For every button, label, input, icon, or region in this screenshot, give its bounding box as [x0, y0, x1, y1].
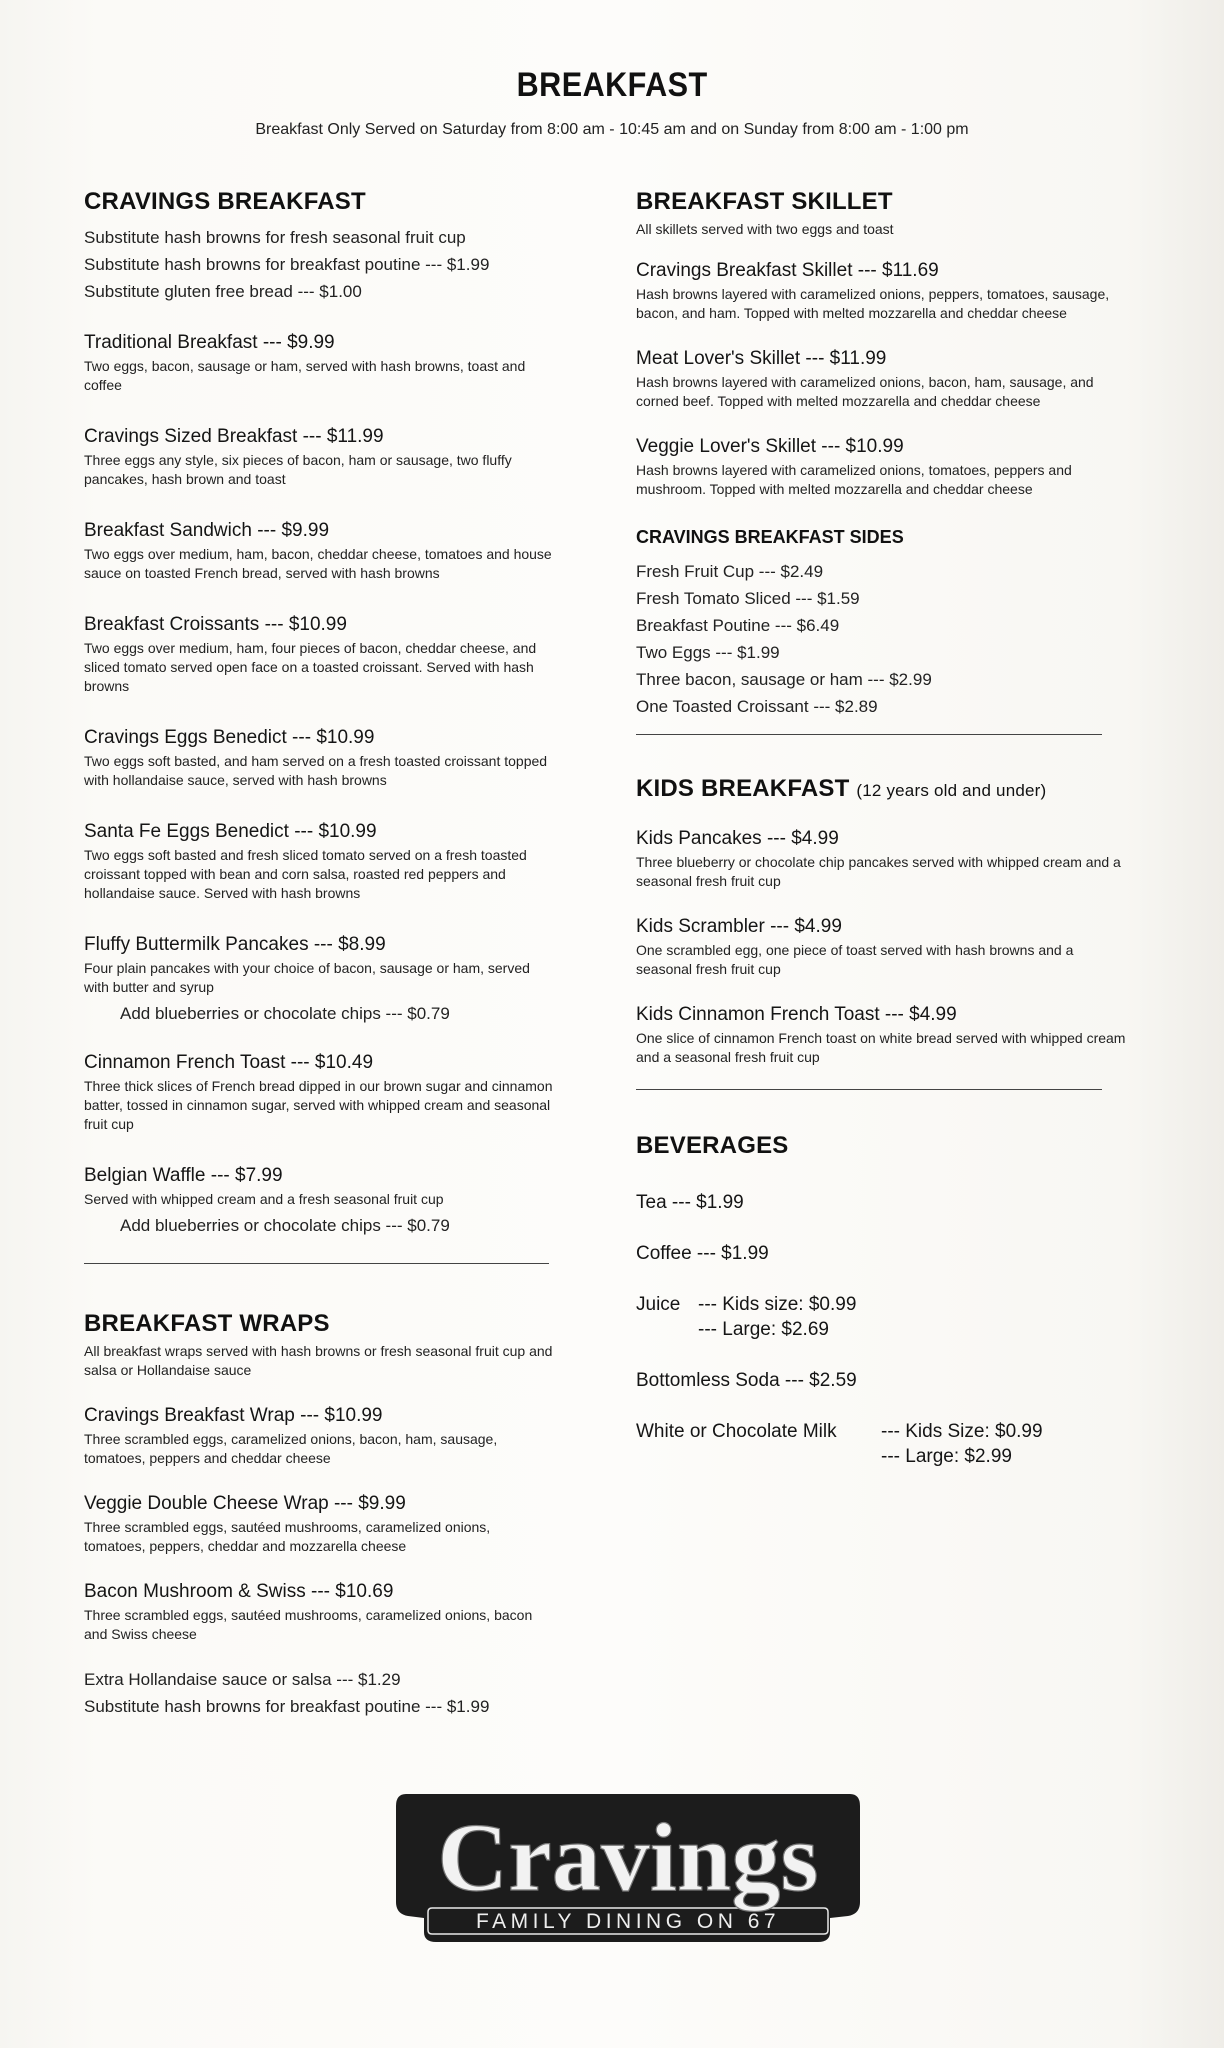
menu-item	[84, 820, 554, 903]
item-description: Hash browns layered with caramelized onions, peppers, tomatoes, sausage, bacon, and ham. Topped with melted mozzarella and cheddar cheese	[636, 286, 1110, 321]
divider	[84, 1263, 549, 1264]
logo-wordmark: Cravings	[437, 1804, 819, 1912]
beverage-label: White or Chocolate Milk	[636, 1421, 837, 1442]
menu-item	[84, 425, 554, 489]
menu-item	[636, 915, 1126, 979]
menu-item	[84, 613, 554, 696]
extra-option: Substitute hash browns for breakfast poutine --- $1.99	[84, 1697, 490, 1716]
service-hours: Breakfast Only Served on Saturday from 8:00 am - 10:45 am and on Sunday from 8:00 am - 1:00 pm	[255, 121, 969, 138]
item-name: Veggie Lover's Skillet --- $10.99	[636, 436, 904, 457]
menu-item	[636, 259, 1126, 323]
item-name: Bacon Mushroom & Swiss --- $10.69	[84, 1581, 394, 1602]
size-price: --- Large: $2.69	[698, 1319, 829, 1340]
beverages-section	[636, 1132, 1126, 1469]
menu-item	[84, 519, 554, 583]
left-column	[84, 188, 554, 1720]
side-item: Breakfast Poutine --- $6.49	[636, 616, 840, 635]
menu-item	[84, 933, 554, 1025]
menu-header	[0, 66, 1224, 139]
cravings-logo	[392, 1784, 864, 1948]
page-title: BREAKFAST	[516, 66, 708, 104]
side-item: Fresh Fruit Cup --- $2.49	[636, 562, 824, 581]
item-name: Traditional Breakfast --- $9.99	[84, 332, 335, 353]
breakfast-wraps-section	[84, 1310, 554, 1720]
item-description: One slice of cinnamon French toast on white bread served with whipped cream and a seasonal fresh fruit cup	[636, 1030, 1126, 1065]
menu-item	[84, 1164, 554, 1237]
item-description: Two eggs soft basted and fresh sliced tomato served on a fresh toasted croissant topped with bean and corn salsa, roasted red peppers and hollandaise sauce. Served with hash browns	[84, 847, 527, 901]
kids-breakfast-section	[636, 775, 1126, 1067]
beverage-item	[636, 1419, 1126, 1469]
item-name: Kids Cinnamon French Toast --- $4.99	[636, 1004, 957, 1025]
item-description: Two eggs, bacon, sausage or ham, served with hash browns, toast and coffee	[84, 358, 526, 393]
section-title: CRAVINGS BREAKFAST SIDES	[636, 527, 904, 547]
item-description: One scrambled egg, one piece of toast served with hash browns and a seasonal fresh fruit cup	[636, 942, 1074, 977]
menu-item	[636, 1003, 1126, 1067]
section-title-text: KIDS BREAKFAST	[636, 775, 850, 802]
side-item: Two Eggs --- $1.99	[636, 643, 780, 662]
item-description: Two eggs over medium, ham, bacon, cheddar cheese, tomatoes and house sauce on toasted French bread, served with hash browns	[84, 546, 552, 581]
section-title: BEVERAGES	[636, 1132, 789, 1159]
extra-option: Extra Hollandaise sauce or salsa --- $1.29	[84, 1670, 401, 1689]
item-description: Three blueberry or chocolate chip pancakes served with whipped cream and a seasonal fresh fruit cup	[636, 854, 1121, 889]
menu-item	[84, 1580, 554, 1644]
item-addon: Add blueberries or chocolate chips --- $0.79	[120, 1004, 450, 1023]
item-description: Three eggs any style, six pieces of bacon, ham or sausage, two fluffy pancakes, hash brown and toast	[84, 452, 512, 487]
logo-tagline: FAMILY DINING ON 67	[475, 1910, 781, 1933]
item-name: Cravings Breakfast Wrap --- $10.99	[84, 1405, 383, 1426]
item-description: Three scrambled eggs, sautéed mushrooms, caramelized onions, tomatoes, peppers, cheddar and mozzarella cheese	[84, 1519, 491, 1554]
item-name: Breakfast Sandwich --- $9.99	[84, 520, 330, 541]
age-note: (12 years old and under)	[856, 781, 1047, 800]
menu-item	[636, 347, 1126, 411]
side-item: Fresh Tomato Sliced --- $1.59	[636, 589, 860, 608]
divider	[636, 734, 1102, 735]
item-name: Breakfast Croissants --- $10.99	[84, 614, 347, 635]
item-description: Served with whipped cream and a fresh seasonal fruit cup	[84, 1191, 444, 1207]
size-price: --- Large: $2.99	[881, 1446, 1012, 1467]
menu-item	[636, 435, 1126, 499]
right-column	[636, 188, 1126, 1469]
item-name: Cinnamon French Toast --- $10.49	[84, 1052, 374, 1073]
menu-item	[636, 827, 1126, 891]
side-item: One Toasted Croissant --- $2.89	[636, 697, 878, 716]
item-description: Three scrambled eggs, sautéed mushrooms, caramelized onions, bacon and Swiss cheese	[84, 1607, 533, 1642]
menu-item	[84, 726, 554, 790]
item-name: Cravings Sized Breakfast --- $11.99	[84, 426, 384, 447]
item-name: Kids Scrambler --- $4.99	[636, 916, 842, 937]
item-description: Three thick slices of French bread dipped in our brown sugar and cinnamon batter, tossed in cinnamon sugar, served with whipped cream and seasonal fruit cup	[84, 1078, 553, 1132]
item-name: Cravings Breakfast Skillet --- $11.69	[636, 260, 939, 281]
size-price: --- Kids size: $0.99	[698, 1294, 857, 1315]
item-description: Four plain pancakes with your choice of bacon, sausage or ham, served with butter and syrup	[84, 960, 530, 995]
item-name: Belgian Waffle --- $7.99	[84, 1165, 283, 1186]
beverage-sizes	[881, 1419, 1043, 1469]
item-name: Fluffy Buttermilk Pancakes --- $8.99	[84, 934, 386, 955]
menu-item	[84, 1492, 554, 1556]
section-note: All skillets served with two eggs and toast	[636, 221, 894, 237]
menu-item	[84, 331, 554, 395]
item-description: Hash browns layered with caramelized onions, tomatoes, peppers and mushroom. Topped with melted mozzarella and cheddar cheese	[636, 462, 1072, 497]
beverage-item: Tea --- $1.99	[636, 1192, 744, 1213]
item-name: Kids Pancakes --- $4.99	[636, 828, 839, 849]
section-title	[636, 775, 1126, 803]
item-name: Veggie Double Cheese Wrap --- $9.99	[84, 1493, 406, 1514]
item-name: Cravings Eggs Benedict --- $10.99	[84, 727, 375, 748]
item-description: Three scrambled eggs, caramelized onions, bacon, ham, sausage, tomatoes, peppers and cheddar cheese	[84, 1431, 498, 1466]
beverage-item	[636, 1292, 1126, 1342]
item-description: Two eggs soft basted, and ham served on a fresh toasted croissant topped with hollandaise sauce, served with hash browns	[84, 753, 548, 788]
section-title: BREAKFAST WRAPS	[84, 1310, 330, 1337]
side-item: Three bacon, sausage or ham --- $2.99	[636, 670, 932, 689]
section-title: CRAVINGS BREAKFAST	[84, 188, 366, 215]
menu-item	[84, 1051, 554, 1134]
beverage-item: Coffee --- $1.99	[636, 1243, 769, 1264]
item-name: Meat Lover's Skillet --- $11.99	[636, 348, 887, 369]
section-title: BREAKFAST SKILLET	[636, 188, 893, 215]
menu-item	[84, 1404, 554, 1468]
item-name: Santa Fe Eggs Benedict --- $10.99	[84, 821, 377, 842]
substitution-note: Substitute hash browns for breakfast poutine --- $1.99	[84, 255, 490, 274]
item-description: Two eggs over medium, ham, four pieces of bacon, cheddar cheese, and sliced tomato served open face on a toasted croissant. Served with hash browns	[84, 640, 537, 694]
breakfast-sides-section	[636, 527, 1126, 720]
divider	[636, 1089, 1102, 1090]
item-description: Hash browns layered with caramelized onions, bacon, ham, sausage, and corned beef. Topped with melted mozzarella and cheddar cheese	[636, 374, 1094, 409]
size-price: --- Kids Size: $0.99	[881, 1421, 1043, 1442]
beverage-item: Bottomless Soda --- $2.59	[636, 1370, 857, 1391]
cravings-breakfast-section	[84, 188, 554, 1237]
breakfast-skillet-section	[636, 188, 1126, 499]
section-note: All breakfast wraps served with hash browns or fresh seasonal fruit cup and salsa or Hollandaise sauce	[84, 1343, 553, 1378]
substitution-note: Substitute gluten free bread --- $1.00	[84, 282, 362, 301]
item-addon: Add blueberries or chocolate chips --- $0.79	[120, 1216, 450, 1235]
substitution-note: Substitute hash browns for fresh seasonal fruit cup	[84, 228, 466, 247]
beverage-label: Juice	[636, 1294, 681, 1315]
beverage-sizes	[698, 1292, 856, 1342]
